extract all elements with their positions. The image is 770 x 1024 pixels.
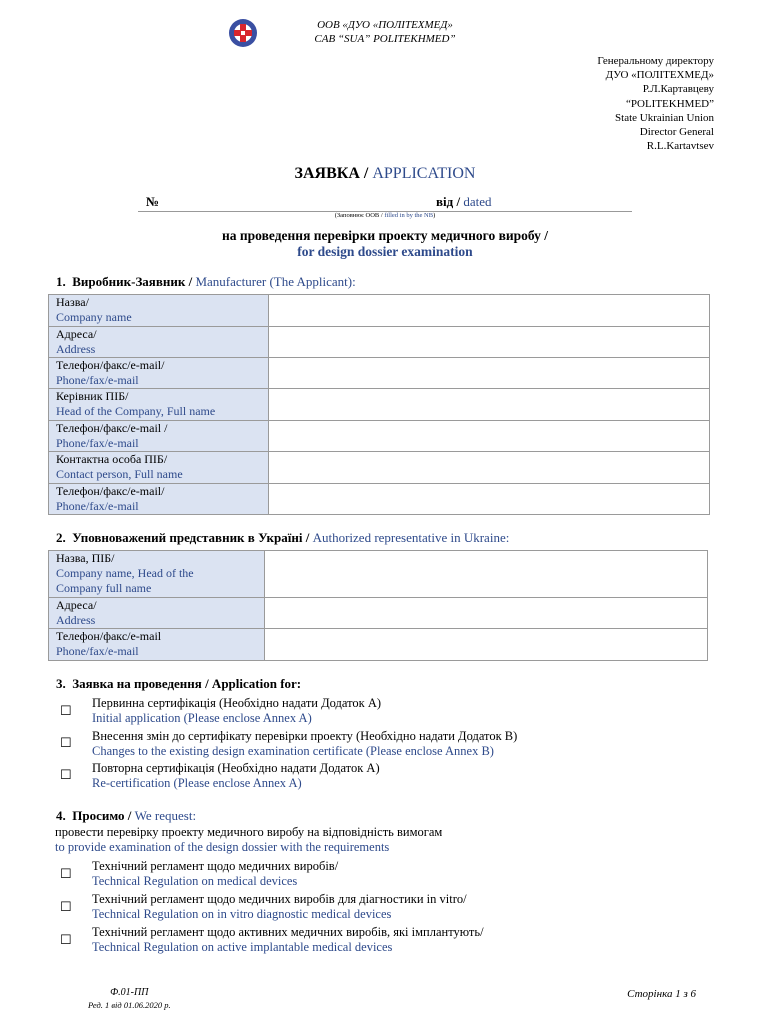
document-title: [0, 165, 770, 183]
title-ua: ЗАЯВКА /: [294, 165, 373, 182]
recipient-line: R.L.Kartavtsev: [646, 140, 714, 153]
organization-header: [0, 18, 770, 46]
recipient-block: [597, 54, 714, 153]
checkbox-active-implantable[interactable]: ☐: [60, 932, 72, 947]
contact-person-input[interactable]: [269, 452, 710, 484]
recipient-line: ДУО «ПОЛІТЕХМЕД»: [605, 69, 714, 82]
purpose-en: for design dossier examination: [297, 244, 473, 259]
table-row: [49, 452, 710, 484]
table-row: [49, 421, 710, 452]
section-title-en: We request:: [134, 808, 197, 823]
purpose-heading: [0, 228, 770, 260]
section-title: Заявка на проведення / Application for:: [72, 676, 302, 691]
section-number: 2.: [56, 530, 66, 545]
option-changes: Внесення змін до сертифікату перевірки проекту (Необхідно надати Додаток B) Changes to the existing design examination certificate (Please enclose Annex B): [92, 729, 518, 758]
note-en: filled in by the NB: [384, 212, 434, 219]
field-label: Адреса/ Address: [49, 598, 265, 629]
table-row: [49, 484, 710, 515]
checkbox-changes[interactable]: ☐: [60, 735, 72, 750]
dated-ua: від /: [436, 194, 464, 209]
request-intro: провести перевірку проекту медичного виробу на відповідність вимогам to provide examination of the design dossier with the requirements: [55, 825, 443, 854]
manufacturer-table: [48, 294, 710, 515]
table-row: [49, 629, 708, 661]
field-label: Адреса/ Address: [49, 327, 269, 358]
form-code: Ф.01-ПП: [110, 987, 149, 998]
section-2-heading: [56, 530, 509, 546]
section-1-heading: [56, 274, 356, 290]
field-label: Назва/ Company name: [49, 295, 269, 327]
field-label: Телефон/факс/e-mail / Phone/fax/e-mail: [49, 421, 269, 452]
recipient-line: “POLITEKHMED”: [626, 97, 714, 110]
dated-en: dated: [463, 194, 492, 209]
organization-name-en: CAB “SUA” POLITEKHMED”: [314, 33, 456, 45]
phone-input[interactable]: [269, 358, 710, 389]
field-label: Телефон/факс/e-mail/ Phone/fax/e-mail: [49, 484, 269, 515]
section-title-ua: Просимо /: [72, 808, 135, 823]
note-end: ): [433, 212, 436, 219]
section-title-ua: Уповноважений представник в Україні /: [72, 530, 313, 545]
rep-phone-input[interactable]: [265, 629, 708, 661]
rep-address-input[interactable]: [265, 598, 708, 629]
checkbox-ivd[interactable]: ☐: [60, 899, 72, 914]
purpose-ua: на проведення перевірки проекту медичного виробу /: [221, 228, 549, 243]
section-4-heading: [56, 808, 196, 824]
table-row: [49, 551, 708, 598]
table-row: [49, 358, 710, 389]
section-title-en: Authorized representative in Ukraine:: [312, 530, 510, 545]
page-number: Сторінка 1 з 6: [627, 988, 696, 1000]
contact-phone-input[interactable]: [269, 484, 710, 515]
option-ivd: Технічний регламент щодо медичних виробів для діагностики in vitro/ Technical Regulation on in vitro diagnostic medical devices: [92, 892, 467, 921]
checkbox-initial-application[interactable]: ☐: [60, 703, 72, 718]
recipient-line: Director General: [639, 126, 714, 139]
head-phone-input[interactable]: [269, 421, 710, 452]
filled-by-note: [0, 212, 770, 219]
representative-table: [48, 550, 708, 661]
option-active-implantable: Технічний регламент щодо активних медичних виробів, які імплантують/ Technical Regulation on active implantable medical devices: [92, 925, 484, 954]
field-label: Керівник ПІБ/ Head of the Company, Full name: [49, 389, 269, 421]
option-initial-application: Первинна сертифікація (Необхідно надати Додаток А) Initial application (Please enclose Annex A): [92, 696, 382, 725]
recipient-line: Р.Л.Картавцеву: [642, 83, 714, 96]
field-label: Контактна особа ПІБ/ Contact person, Full name: [49, 452, 269, 484]
application-number-label: №: [146, 194, 160, 209]
head-name-input[interactable]: [269, 389, 710, 421]
table-row: [49, 598, 708, 629]
section-3-heading: [56, 676, 301, 692]
note-ua: (Заповнює ООВ /: [334, 212, 385, 219]
company-name-input[interactable]: [269, 295, 710, 327]
section-title-ua: Виробник-Заявник /: [72, 274, 196, 289]
field-label: Телефон/факс/e-mail Phone/fax/e-mail: [49, 629, 265, 661]
option-medical-devices: Технічний регламент щодо медичних виробів/ Technical Regulation on medical devices: [92, 859, 339, 888]
form-revision: Ред. 1 від 01.06.2020 р.: [88, 1000, 171, 1010]
table-row: [49, 327, 710, 358]
rep-name-input[interactable]: [265, 551, 708, 598]
recipient-line: Генеральному директору: [597, 55, 714, 67]
application-date-label: [436, 194, 491, 210]
footer-form-info: [88, 986, 171, 1012]
checkbox-recertification[interactable]: ☐: [60, 767, 72, 782]
recipient-line: State Ukrainian Union: [615, 111, 714, 124]
checkbox-medical-devices[interactable]: ☐: [60, 866, 72, 881]
address-input[interactable]: [269, 327, 710, 358]
section-number: 1.: [56, 274, 66, 289]
section-title-en: Manufacturer (The Applicant):: [195, 274, 356, 289]
section-number: 4.: [56, 808, 66, 823]
option-recertification: Повторна сертифікація (Необхідно надати Додаток А) Re-certification (Please enclose Annex A): [92, 761, 380, 790]
table-row: [49, 295, 710, 327]
table-row: [49, 389, 710, 421]
organization-name-ua: ООВ «ДУО «ПОЛІТЕХМЕД»: [317, 19, 453, 31]
section-number: 3.: [56, 676, 66, 691]
field-label: Назва, ПІБ/ Company name, Head of the Company full name: [49, 551, 265, 598]
field-label: Телефон/факс/e-mail/ Phone/fax/e-mail: [49, 358, 269, 389]
title-en: APPLICATION: [372, 165, 476, 182]
